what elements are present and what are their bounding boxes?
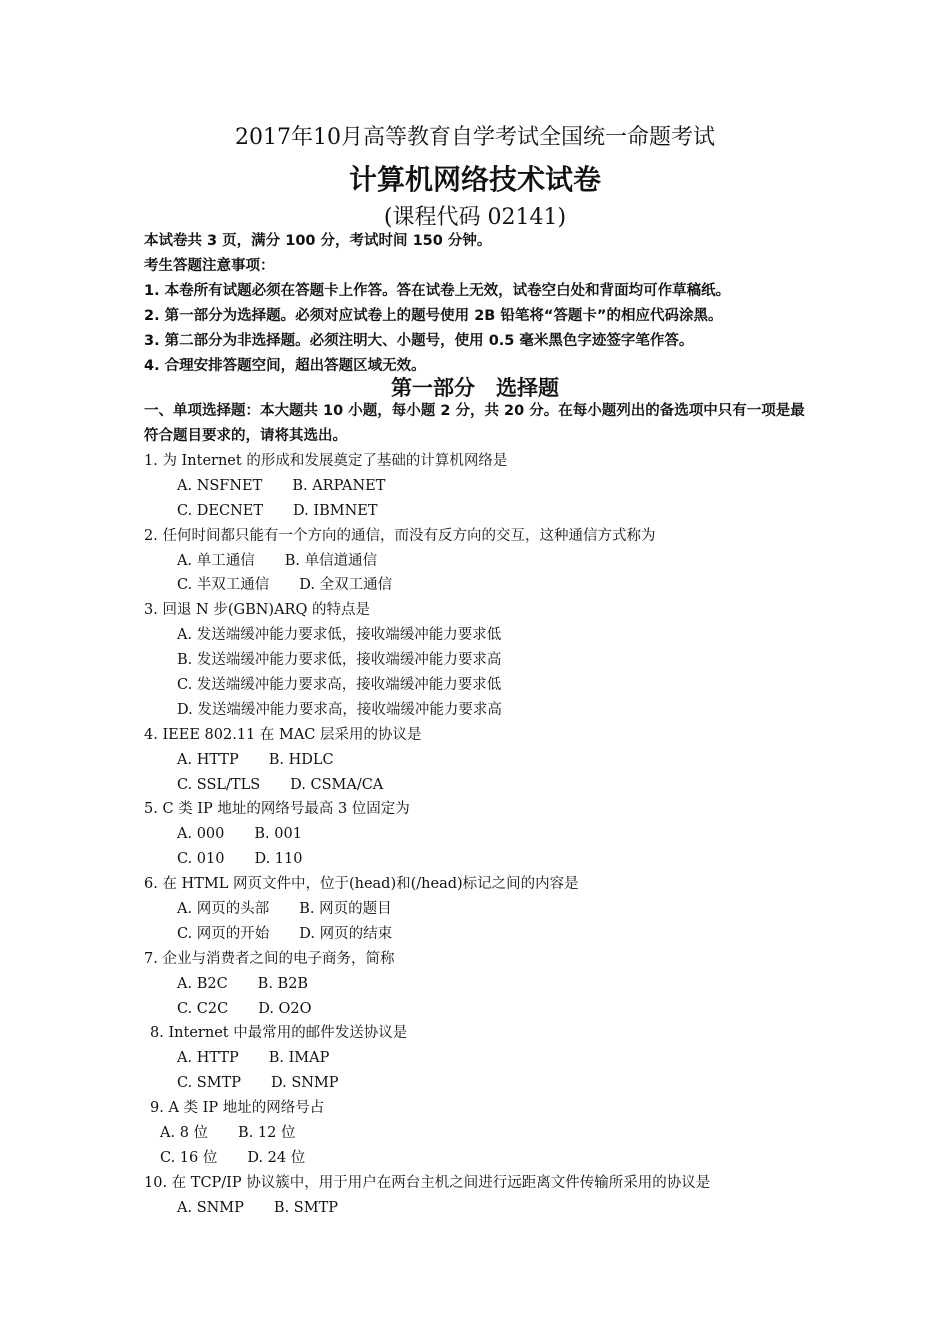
part-title: 第一部分 选择题	[391, 376, 559, 400]
exam-line: 2017年10月高等教育自学考试全国统一命题考试	[235, 125, 715, 150]
question-list	[0, 449, 950, 1221]
option: A. HTTP	[177, 1050, 239, 1067]
question-stem: 8. Internet 中最常用的邮件发送协议是	[150, 1025, 408, 1042]
option: C. 半双工通信	[177, 577, 270, 594]
option: A. NSFNET	[177, 477, 263, 494]
option-row	[0, 623, 950, 648]
option: A. 网页的头部	[177, 901, 270, 918]
option: D. IBMNET	[293, 502, 378, 519]
option: B. 单信道通信	[284, 552, 378, 569]
option: B. 网页的题目	[299, 901, 392, 918]
option-row	[0, 698, 950, 723]
course-code: (课程代码 02141)	[383, 205, 567, 230]
instruction-line: 3. 第二部分为非选择题。必须注明大、小题号，使用 0.5 毫米黑色字迹签字笔作答。	[144, 333, 694, 349]
option-row	[0, 673, 950, 698]
option: A. 发送端缓冲能力要求低，接收端缓冲能力要求低	[177, 627, 502, 644]
option: B. B2B	[257, 975, 309, 992]
option: D. 发送端缓冲能力要求高，接收端缓冲能力要求高	[177, 701, 502, 718]
option-row	[0, 748, 950, 773]
option: C. SMTP	[177, 1075, 242, 1092]
option-row	[0, 847, 950, 872]
option: A. 000	[177, 826, 225, 843]
question-stem: 6. 在 HTML 网页文件中，位于(head)和(/head)标记之间的内容是	[144, 876, 579, 893]
option-row	[0, 573, 950, 598]
option-row	[0, 474, 950, 499]
option: A. 8 位	[160, 1125, 209, 1142]
question-stem: 10. 在 TCP/IP 协议簇中，用于用户在两台主机之间进行远距离文件传输所采用的协议是	[144, 1174, 711, 1191]
option: C. DECNET	[177, 502, 264, 519]
option: C. C2C	[177, 1000, 229, 1017]
question-stem: 7. 企业与消费者之间的电子商务，简称	[144, 950, 395, 967]
option: C. 16 位	[160, 1149, 218, 1166]
option-row	[0, 773, 950, 798]
option: B. 12 位	[238, 1125, 296, 1142]
section-intro: 一、单项选择题：本大题共 10 小题，每小题 2 分，共 20 分。在每小题列出的备选项中只有一项是最符合题目要求的，请将其选出。	[144, 403, 805, 444]
option: B. 001	[254, 826, 302, 843]
option: C. 网页的开始	[177, 925, 270, 942]
option-row	[0, 648, 950, 673]
question-stem: 9. A 类 IP 地址的网络号占	[150, 1100, 325, 1117]
option: B. 发送端缓冲能力要求低，接收端缓冲能力要求高	[177, 652, 502, 669]
option-row	[0, 1146, 950, 1171]
question-stem: 1. 为 Internet 的形成和发展奠定了基础的计算机网络是	[144, 453, 508, 469]
option-row	[0, 897, 950, 922]
option-row	[0, 922, 950, 947]
option: D. 24 位	[247, 1149, 306, 1166]
option: B. IMAP	[268, 1050, 330, 1067]
option: D. SNMP	[271, 1075, 339, 1092]
option-row	[0, 972, 950, 997]
option-row	[0, 1121, 950, 1146]
option-row	[0, 1196, 950, 1221]
option: D. 网页的结束	[299, 925, 393, 942]
question-stem: 4. IEEE 802.11 在 MAC 层采用的协议是	[144, 726, 422, 743]
instruction-line: 4. 合理安排答题空间，超出答题区域无效。	[144, 358, 426, 374]
instructions	[144, 229, 834, 379]
option-row	[0, 549, 950, 574]
option: C. 010	[177, 851, 225, 868]
option: D. 110	[254, 851, 303, 868]
instruction-line: 考生答题注意事项：	[144, 258, 275, 274]
question-stem: 5. C 类 IP 地址的网络号最高 3 位固定为	[144, 801, 410, 818]
option: A. 单工通信	[177, 552, 255, 569]
instruction-line: 本试卷共 3 页，满分 100 分，考试时间 150 分钟。	[144, 233, 492, 249]
option-row	[0, 822, 950, 847]
option: D. O2O	[258, 1000, 312, 1017]
question-stem: 3. 回退 N 步(GBN)ARQ 的特点是	[144, 602, 370, 619]
option: B. SMTP	[273, 1199, 339, 1216]
option: D. CSMA/CA	[290, 776, 384, 793]
option: B. ARPANET	[292, 477, 386, 494]
option: D. 全双工通信	[299, 577, 393, 594]
option-row	[0, 1071, 950, 1096]
option-row	[0, 997, 950, 1022]
question-stem: 2. 任何时间都只能有一个方向的通信，而没有反方向的交互，这种通信方式称为	[144, 527, 656, 544]
option: B. HDLC	[268, 751, 334, 768]
option: C. SSL/TLS	[177, 776, 261, 793]
option: A. SNMP	[177, 1199, 244, 1216]
option: A. B2C	[177, 975, 228, 992]
paper-title: 计算机网络技术试卷	[348, 163, 601, 196]
instruction-line: 1. 本卷所有试题必须在答题卡上作答。答在试卷上无效，试卷空白处和背面均可作草稿纸。	[144, 283, 731, 299]
option: C. 发送端缓冲能力要求高，接收端缓冲能力要求低	[177, 677, 502, 694]
option-row	[0, 499, 950, 524]
option: A. HTTP	[177, 751, 239, 768]
option-row	[0, 1046, 950, 1071]
instruction-line: 2. 第一部分为选择题。必须对应试卷上的题号使用 2B 铅笔将“答题卡”的相应代码涂黑。	[144, 308, 723, 324]
